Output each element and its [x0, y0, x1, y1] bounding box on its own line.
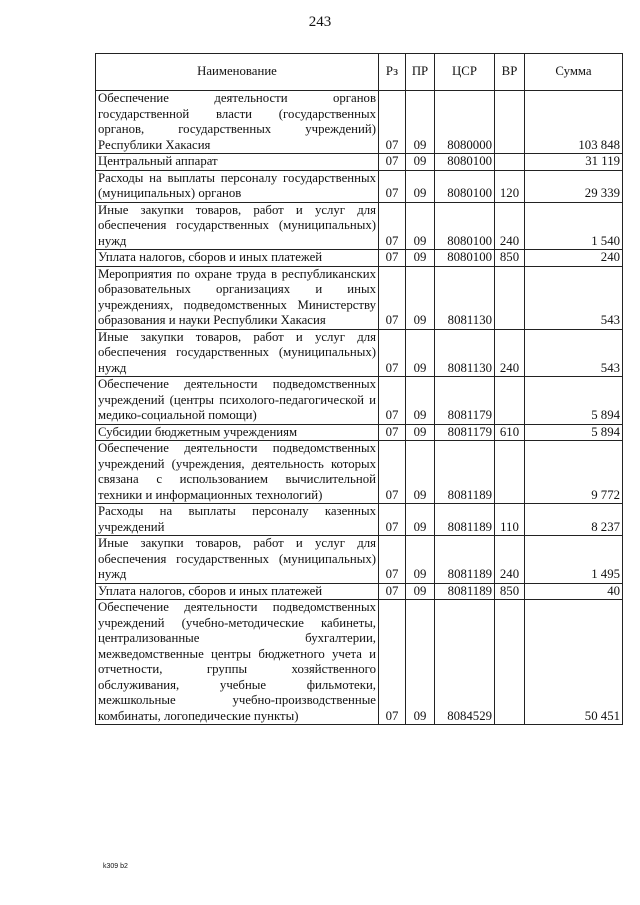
row-name: Мероприятия по охране труда в республиканских образовательных организациях и иных учреждениях, подведомственных Министерству образования и науки Республики Хакасия	[96, 266, 379, 329]
row-csr: 8080100	[435, 154, 495, 171]
table-row	[96, 377, 623, 425]
row-csr: 8081189	[435, 583, 495, 600]
row-rz: 07	[379, 202, 406, 250]
page-number: 243	[308, 14, 332, 30]
table-row	[96, 329, 623, 377]
row-sum: 5 894	[525, 377, 623, 425]
row-vr: 240	[495, 329, 525, 377]
row-name: Уплата налогов, сборов и иных платежей	[96, 250, 379, 267]
footer-code: k309 b2	[103, 863, 128, 870]
row-rz: 07	[379, 583, 406, 600]
header-pr: ПР	[406, 54, 435, 91]
row-csr: 8080100	[435, 202, 495, 250]
table-row	[96, 504, 623, 536]
row-rz: 07	[379, 154, 406, 171]
header-name: Наименование	[96, 54, 379, 91]
row-vr: 110	[495, 504, 525, 536]
row-vr: 610	[495, 424, 525, 441]
header-sum: Сумма	[525, 54, 623, 91]
row-csr: 8081189	[435, 504, 495, 536]
row-rz: 07	[379, 424, 406, 441]
row-pr: 09	[406, 266, 435, 329]
table-row	[96, 424, 623, 441]
row-pr: 09	[406, 600, 435, 725]
budget-table	[95, 53, 623, 725]
row-name: Расходы на выплаты персоналу казенных учреждений	[96, 504, 379, 536]
row-pr: 09	[406, 154, 435, 171]
row-pr: 09	[406, 202, 435, 250]
row-sum: 240	[525, 250, 623, 267]
row-vr	[495, 600, 525, 725]
row-sum: 1 495	[525, 536, 623, 584]
row-vr: 850	[495, 250, 525, 267]
row-name: Расходы на выплаты персоналу государственных (муниципальных) органов	[96, 170, 379, 202]
row-vr: 850	[495, 583, 525, 600]
row-rz: 07	[379, 91, 406, 154]
row-sum: 1 540	[525, 202, 623, 250]
table-row	[96, 170, 623, 202]
row-pr: 09	[406, 504, 435, 536]
row-pr: 09	[406, 424, 435, 441]
row-sum: 31 119	[525, 154, 623, 171]
row-name: Обеспечение деятельности органов государственной власти (государственных органов, государственных учреждений) Республики Хакасия	[96, 91, 379, 154]
row-rz: 07	[379, 377, 406, 425]
row-name: Субсидии бюджетным учреждениям	[96, 424, 379, 441]
row-pr: 09	[406, 536, 435, 584]
row-sum: 8 237	[525, 504, 623, 536]
row-rz: 07	[379, 250, 406, 267]
row-pr: 09	[406, 441, 435, 504]
table-row	[96, 583, 623, 600]
row-sum: 103 848	[525, 91, 623, 154]
table-row	[96, 536, 623, 584]
row-sum: 50 451	[525, 600, 623, 725]
header-csr: ЦСР	[435, 54, 495, 91]
row-csr: 8084529	[435, 600, 495, 725]
row-vr	[495, 441, 525, 504]
row-rz: 07	[379, 266, 406, 329]
row-vr: 120	[495, 170, 525, 202]
row-vr	[495, 91, 525, 154]
table-row	[96, 600, 623, 725]
row-csr: 8081189	[435, 536, 495, 584]
table-row	[96, 154, 623, 171]
row-sum: 9 772	[525, 441, 623, 504]
table-row	[96, 202, 623, 250]
row-rz: 07	[379, 170, 406, 202]
row-name: Центральный аппарат	[96, 154, 379, 171]
row-pr: 09	[406, 583, 435, 600]
row-name: Обеспечение деятельности подведомственных учреждений (центры психолого-педагогической и медико-социальной помощи)	[96, 377, 379, 425]
table-row	[96, 250, 623, 267]
row-sum: 543	[525, 266, 623, 329]
table-row	[96, 266, 623, 329]
row-name: Обеспечение деятельности подведомственных учреждений (учебно-методические кабинеты, централизованные бухгалтерии, межведомственные центры бюджетного учета и отчетности, группы хозяйственного обслуживания, учебные фильмотеки, межшкольные учебно-производственные комбинаты, логопедические пункты)	[96, 600, 379, 725]
row-name: Обеспечение деятельности подведомственных учреждений (учреждения, деятельность которых связана с использованием вычислительной техники и информационных технологий)	[96, 441, 379, 504]
row-pr: 09	[406, 170, 435, 202]
row-pr: 09	[406, 250, 435, 267]
row-vr: 240	[495, 202, 525, 250]
row-rz: 07	[379, 329, 406, 377]
table-row	[96, 441, 623, 504]
row-csr: 8081130	[435, 329, 495, 377]
row-vr	[495, 377, 525, 425]
row-sum: 40	[525, 583, 623, 600]
row-sum: 543	[525, 329, 623, 377]
row-rz: 07	[379, 600, 406, 725]
table-row	[96, 91, 623, 154]
row-csr: 8081179	[435, 377, 495, 425]
row-rz: 07	[379, 504, 406, 536]
row-rz: 07	[379, 441, 406, 504]
row-vr: 240	[495, 536, 525, 584]
row-rz: 07	[379, 536, 406, 584]
row-csr: 8081179	[435, 424, 495, 441]
row-name: Иные закупки товаров, работ и услуг для обеспечения государственных (муниципальных) нужд	[96, 202, 379, 250]
row-pr: 09	[406, 329, 435, 377]
row-csr: 8080100	[435, 250, 495, 267]
table-header-row	[96, 54, 623, 91]
row-csr: 8081130	[435, 266, 495, 329]
row-csr: 8080100	[435, 170, 495, 202]
row-pr: 09	[406, 91, 435, 154]
row-sum: 29 339	[525, 170, 623, 202]
row-name: Иные закупки товаров, работ и услуг для обеспечения государственных (муниципальных) нужд	[96, 536, 379, 584]
row-pr: 09	[406, 377, 435, 425]
row-vr	[495, 266, 525, 329]
header-vr: ВР	[495, 54, 525, 91]
row-csr: 8081189	[435, 441, 495, 504]
row-csr: 8080000	[435, 91, 495, 154]
row-name: Иные закупки товаров, работ и услуг для обеспечения государственных (муниципальных) нужд	[96, 329, 379, 377]
header-rz: Рз	[379, 54, 406, 91]
row-sum: 5 894	[525, 424, 623, 441]
row-vr	[495, 154, 525, 171]
row-name: Уплата налогов, сборов и иных платежей	[96, 583, 379, 600]
